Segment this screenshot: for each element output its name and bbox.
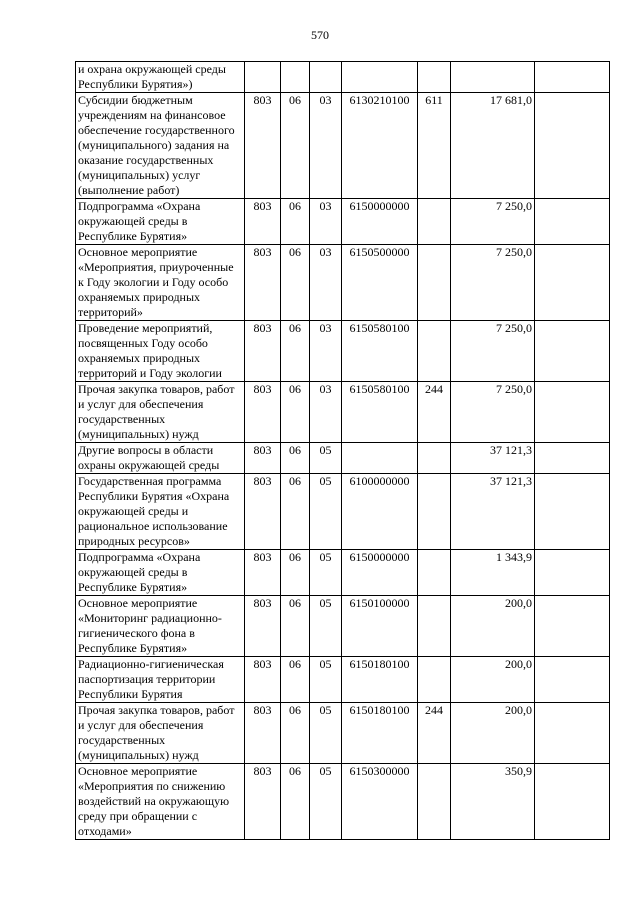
subsection-code-cell	[310, 62, 342, 93]
empty-cell	[535, 703, 610, 764]
department-code-cell	[245, 62, 281, 93]
department-code-cell: 803	[245, 764, 281, 840]
department-code-cell: 803	[245, 321, 281, 382]
empty-cell	[535, 657, 610, 703]
expense-type-cell	[418, 764, 451, 840]
department-code-cell: 803	[245, 245, 281, 321]
amount-cell: 1 343,9	[451, 550, 535, 596]
expense-type-cell: 244	[418, 382, 451, 443]
expense-type-cell	[418, 62, 451, 93]
target-article-cell: 6150300000	[342, 764, 418, 840]
target-article-cell: 6150000000	[342, 199, 418, 245]
item-name-cell: Радиационно-гигиеническая паспортизация территории Республики Бурятия	[76, 657, 245, 703]
amount-cell: 200,0	[451, 596, 535, 657]
table-row	[76, 596, 610, 657]
empty-cell	[535, 596, 610, 657]
amount-cell: 7 250,0	[451, 199, 535, 245]
subsection-code-cell: 05	[310, 596, 342, 657]
item-name-cell: Основное мероприятие «Мероприятия, приуроченные к Году экологии и Году особо охраняемых природных территорий»	[76, 245, 245, 321]
expense-type-cell	[418, 657, 451, 703]
section-code-cell: 06	[281, 596, 310, 657]
subsection-code-cell: 03	[310, 199, 342, 245]
table-row	[76, 321, 610, 382]
department-code-cell: 803	[245, 93, 281, 199]
table-row	[76, 764, 610, 840]
target-article-cell: 6150580100	[342, 382, 418, 443]
budget-table	[75, 61, 610, 840]
department-code-cell: 803	[245, 443, 281, 474]
section-code-cell: 06	[281, 93, 310, 199]
subsection-code-cell: 03	[310, 321, 342, 382]
amount-cell: 7 250,0	[451, 382, 535, 443]
expense-type-cell	[418, 199, 451, 245]
section-code-cell: 06	[281, 764, 310, 840]
expense-type-cell	[418, 474, 451, 550]
empty-cell	[535, 245, 610, 321]
table-row	[76, 199, 610, 245]
subsection-code-cell: 05	[310, 474, 342, 550]
amount-cell: 37 121,3	[451, 474, 535, 550]
table-row	[76, 382, 610, 443]
section-code-cell: 06	[281, 382, 310, 443]
table-row	[76, 443, 610, 474]
expense-type-cell: 244	[418, 703, 451, 764]
department-code-cell: 803	[245, 474, 281, 550]
subsection-code-cell: 05	[310, 764, 342, 840]
empty-cell	[535, 93, 610, 199]
target-article-cell: 6150500000	[342, 245, 418, 321]
section-code-cell: 06	[281, 474, 310, 550]
section-code-cell: 06	[281, 245, 310, 321]
amount-cell	[451, 62, 535, 93]
section-code-cell: 06	[281, 703, 310, 764]
subsection-code-cell: 03	[310, 93, 342, 199]
amount-cell: 200,0	[451, 703, 535, 764]
expense-type-cell	[418, 321, 451, 382]
expense-type-cell	[418, 443, 451, 474]
item-name-cell: Прочая закупка товаров, работ и услуг для обеспечения государственных (муниципальных) нужд	[76, 382, 245, 443]
subsection-code-cell: 05	[310, 703, 342, 764]
target-article-cell: 6130210100	[342, 93, 418, 199]
target-article-cell: 6150100000	[342, 596, 418, 657]
table-row	[76, 550, 610, 596]
item-name-cell: Подпрограмма «Охрана окружающей среды в Республике Бурятия»	[76, 199, 245, 245]
item-name-cell: Прочая закупка товаров, работ и услуг для обеспечения государственных (муниципальных) нужд	[76, 703, 245, 764]
department-code-cell: 803	[245, 596, 281, 657]
item-name-cell: Государственная программа Республики Бурятия «Охрана окружающей среды и рациональное использование природных ресурсов»	[76, 474, 245, 550]
table-row	[76, 62, 610, 93]
empty-cell	[535, 62, 610, 93]
department-code-cell: 803	[245, 382, 281, 443]
empty-cell	[535, 199, 610, 245]
table-row	[76, 703, 610, 764]
target-article-cell: 6150180100	[342, 703, 418, 764]
item-name-cell: Основное мероприятие «Мониторинг радиационно-гигиенического фона в Республике Бурятия»	[76, 596, 245, 657]
amount-cell: 350,9	[451, 764, 535, 840]
target-article-cell	[342, 443, 418, 474]
empty-cell	[535, 443, 610, 474]
expense-type-cell	[418, 245, 451, 321]
item-name-cell: Субсидии бюджетным учреждениям на финансовое обеспечение государственного (муниципального) задания на оказание государственных (муниципальных) услуг (выполнение работ)	[76, 93, 245, 199]
subsection-code-cell: 05	[310, 443, 342, 474]
section-code-cell: 06	[281, 199, 310, 245]
empty-cell	[535, 550, 610, 596]
subsection-code-cell: 05	[310, 657, 342, 703]
empty-cell	[535, 321, 610, 382]
amount-cell: 7 250,0	[451, 321, 535, 382]
target-article-cell	[342, 62, 418, 93]
subsection-code-cell: 03	[310, 382, 342, 443]
amount-cell: 37 121,3	[451, 443, 535, 474]
expense-type-cell	[418, 596, 451, 657]
section-code-cell: 06	[281, 321, 310, 382]
section-code-cell	[281, 62, 310, 93]
item-name-cell: Проведение мероприятий, посвященных Году особо охраняемых природных территорий и Году экологии	[76, 321, 245, 382]
department-code-cell: 803	[245, 199, 281, 245]
table-row	[76, 245, 610, 321]
expense-type-cell	[418, 550, 451, 596]
subsection-code-cell: 05	[310, 550, 342, 596]
item-name-cell: Основное мероприятие «Мероприятия по снижению воздействий на окружающую среду при обращении с отходами»	[76, 764, 245, 840]
target-article-cell: 6150580100	[342, 321, 418, 382]
empty-cell	[535, 474, 610, 550]
department-code-cell: 803	[245, 550, 281, 596]
target-article-cell: 6150000000	[342, 550, 418, 596]
subsection-code-cell: 03	[310, 245, 342, 321]
section-code-cell: 06	[281, 657, 310, 703]
amount-cell: 7 250,0	[451, 245, 535, 321]
target-article-cell: 6100000000	[342, 474, 418, 550]
section-code-cell: 06	[281, 443, 310, 474]
department-code-cell: 803	[245, 657, 281, 703]
table-row	[76, 93, 610, 199]
empty-cell	[535, 382, 610, 443]
expense-type-cell: 611	[418, 93, 451, 199]
empty-cell	[535, 764, 610, 840]
amount-cell: 200,0	[451, 657, 535, 703]
department-code-cell: 803	[245, 703, 281, 764]
section-code-cell: 06	[281, 550, 310, 596]
target-article-cell: 6150180100	[342, 657, 418, 703]
item-name-cell: Другие вопросы в области охраны окружающей среды	[76, 443, 245, 474]
table-row	[76, 657, 610, 703]
amount-cell: 17 681,0	[451, 93, 535, 199]
item-name-cell: и охрана окружающей среды Республики Бурятия»)	[76, 62, 245, 93]
item-name-cell: Подпрограмма «Охрана окружающей среды в Республике Бурятия»	[76, 550, 245, 596]
table-row	[76, 474, 610, 550]
page-number: 570	[311, 28, 329, 42]
